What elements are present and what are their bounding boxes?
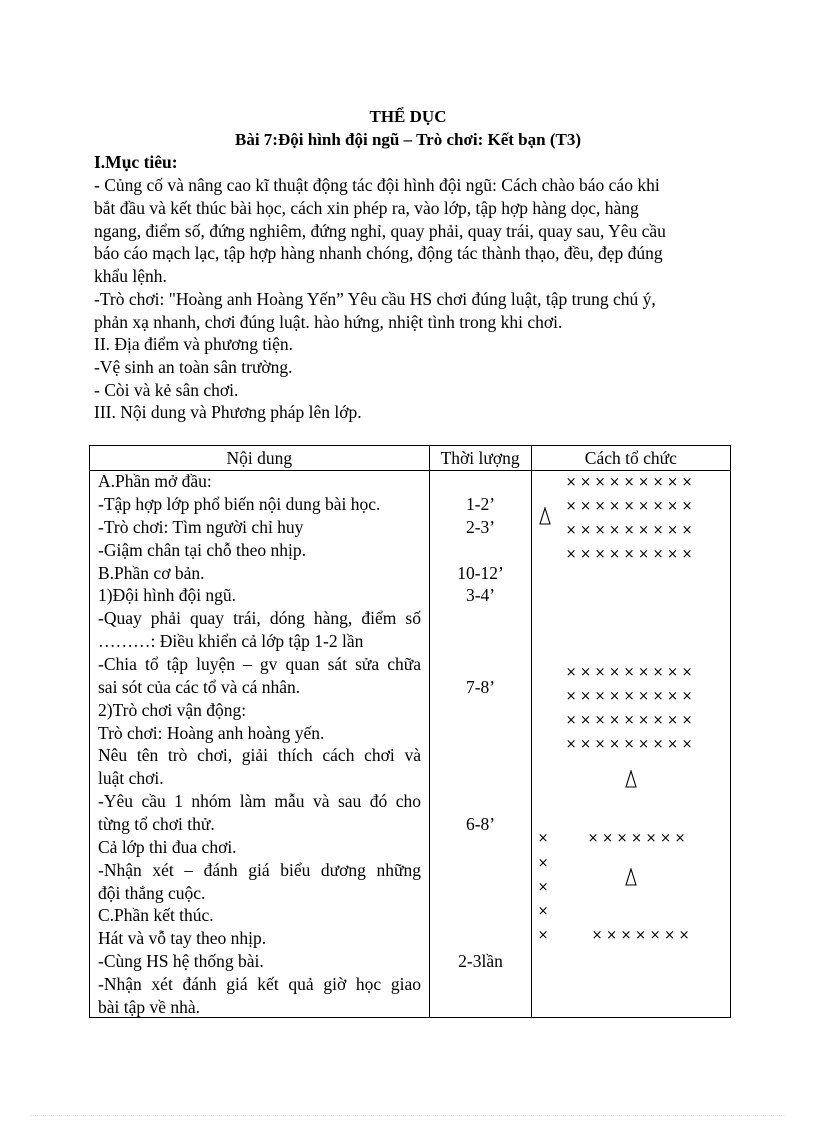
intro-line: bắt đầu và kết thúc bài học, cách xin phép ra, vào lớp, tập hợp hàng dọc, hàng: [94, 198, 639, 218]
content-line: Trò chơi: Hoàng anh hoàng yến.: [98, 723, 325, 743]
content-line: Nêu tên trò chơi, giải thích cách chơi và: [98, 745, 421, 765]
duration-value: 6-8’: [465, 814, 496, 834]
duration-value: 10-12’: [457, 563, 504, 583]
content-line: ………: Điều khiển cả lớp tập 1-2 lần: [98, 631, 364, 651]
content-line: Hát và vỗ tay theo nhịp.: [98, 928, 267, 948]
duration-value: 2-3lần: [458, 951, 503, 971]
student-row: ×××××××: [591, 928, 694, 943]
student-mark: ×: [537, 831, 549, 846]
student-mark: ×: [537, 904, 549, 919]
content-line: đội thắng cuộc.: [98, 883, 206, 903]
teacher-triangle-icon: [625, 868, 637, 886]
teacher-triangle-icon: [625, 770, 637, 788]
duration-value: 3-4’: [465, 585, 496, 605]
section-heading: A.Phần mở đầu:: [98, 471, 212, 491]
lesson-plan-table: [89, 445, 731, 1018]
content-line: -Nhận xét đánh giá kết quả giờ học giao: [98, 974, 421, 994]
content-line: -Quay phải quay trái, dóng hàng, điểm số: [98, 608, 421, 628]
subject-title: THỂ DỤC: [369, 107, 447, 126]
content-line: -Nhận xét – đánh giá biểu dương những: [98, 860, 421, 880]
duration-value: 2-3’: [465, 517, 496, 537]
student-row: ×××××××××: [565, 523, 697, 538]
student-row: ×××××××××: [565, 713, 697, 728]
section-heading: C.Phần kết thúc.: [98, 905, 214, 925]
organization-column: [532, 471, 730, 1017]
content-line: -Cùng HS hệ thống bài.: [98, 951, 264, 971]
content-column: [90, 471, 429, 1017]
content-line: -Tập hợp lớp phổ biến nội dung bài học.: [98, 494, 381, 514]
intro-line: khẩu lệnh.: [94, 266, 167, 286]
content-line: -Giậm chân tại chỗ theo nhịp.: [98, 540, 306, 560]
student-row: ×××××××××: [565, 737, 697, 752]
content-line: luật chơi.: [98, 768, 164, 788]
intro-line: - Củng cố và nâng cao kĩ thuật động tác đội hình đội ngũ: Cách chào báo cáo khi: [94, 175, 660, 195]
content-line: Cả lớp thi đua chơi.: [98, 837, 237, 857]
content-line: 1)Đội hình đội ngũ.: [98, 585, 237, 605]
intro-line: - Còi và kẻ sân chơi.: [94, 380, 239, 400]
duration-value: 7-8’: [465, 677, 496, 697]
student-row: ×××××××××: [565, 547, 697, 562]
content-line: bài tập về nhà.: [98, 997, 201, 1017]
student-row: ×××××××××: [565, 499, 697, 514]
intro-line: báo cáo mạch lạc, tập hợp hàng nhanh chóng, động tác thành thạo, đều, đẹp đúng: [94, 243, 663, 263]
intro-line: -Vệ sinh an toàn sân trường.: [94, 357, 293, 377]
student-row: ×××××××××: [565, 475, 697, 490]
objectives-heading: I.Mục tiêu:: [94, 152, 178, 172]
student-mark: ×: [537, 856, 549, 871]
header-content: Nội dung: [90, 446, 430, 471]
duration-column: [430, 471, 531, 1017]
content-line: sai sót của các tổ và cá nhân.: [98, 677, 301, 697]
student-row: ×××××××××: [565, 689, 697, 704]
page-footer-divider: [30, 1115, 786, 1116]
intro-line: phản xạ nhanh, chơi đúng luật. hào hứng, nhiệt tình trong khi chơi.: [94, 312, 563, 332]
duration-value: 1-2’: [465, 494, 496, 514]
content-line: -Trò chơi: Tìm người chỉ huy: [98, 517, 304, 537]
student-row: ×××××××: [587, 831, 690, 846]
content-line: -Yêu cầu 1 nhóm làm mẫu và sau đó cho: [98, 791, 421, 811]
intro-line: II. Địa điểm và phương tiện.: [94, 334, 294, 354]
header-duration: Thời lượng: [429, 446, 531, 471]
student-row: ×××××××××: [565, 665, 697, 680]
teacher-triangle-icon: [539, 507, 551, 525]
content-line: -Chia tổ tập luyện – gv quan sát sửa chữa: [98, 654, 421, 674]
content-line: 2)Trò chơi vận động:: [98, 700, 247, 720]
section-heading: B.Phần cơ bản.: [98, 563, 205, 583]
lesson-title: Bài 7:Đội hình đội ngũ – Trò chơi: Kết bạn (T3): [234, 130, 581, 149]
student-mark: ×: [537, 928, 549, 943]
header-organization: Cách tổ chức: [531, 446, 730, 471]
intro-line: III. Nội dung và Phương pháp lên lớp.: [94, 402, 362, 422]
content-line: từng tổ chơi thử.: [98, 814, 215, 834]
intro-line: -Trò chơi: "Hoàng anh Hoàng Yến” Yêu cầu HS chơi đúng luật, tập trung chú ý,: [94, 289, 656, 309]
student-mark: ×: [537, 880, 549, 895]
intro-line: ngang, điểm số, đứng nghiêm, đứng nghỉ, quay phải, quay trái, quay sau, Yêu cầu: [94, 221, 666, 241]
